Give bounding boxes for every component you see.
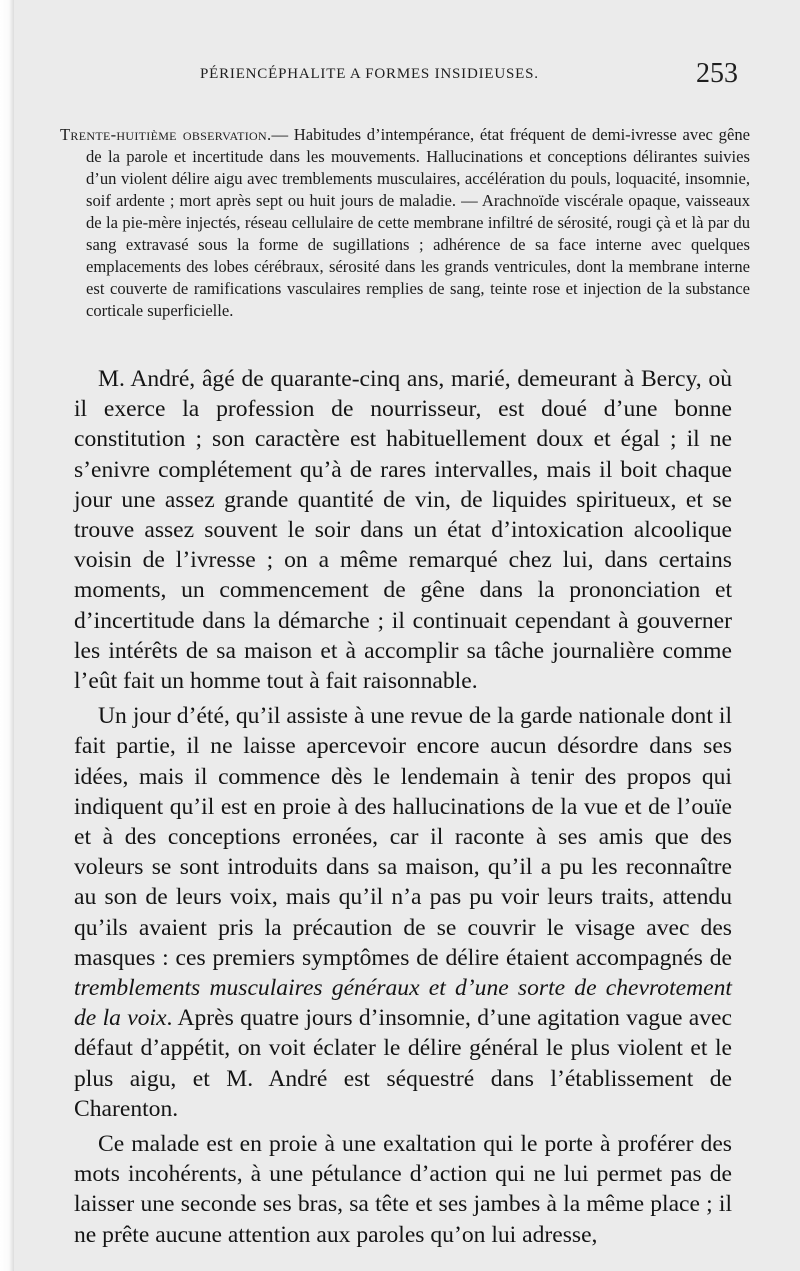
page-header	[60, 58, 750, 94]
observation-text: — Habitudes d’intempérance, état fréquent de demi-ivresse avec gêne de la parole et incertitude dans les mouvements. Hallucinations et conceptions délirantes suivies d’un violent délire aigu avec tremblements musculaires, accélération du pouls, loquacité, insomnie, soif ardente ; mort après sept ou huit jours de maladie. — Arachnoïde viscérale opaque, vaisseaux de la pie-mère injectés, réseau cellulaire de cette membrane infiltré de sérosité, rougi çà et là par du sang extravasé sous la forme de sugillations ; adhérence de sa face interne avec quelques emplacements des lobes cérébraux, sérosité dans les grands ventricules, dont la membrane interne est couverte de ramifications vasculaires remplies de sang, teinte rose et injection de la substance corticale superficielle.	[86, 125, 750, 320]
running-head: PÉRIENCÉPHALITE A FORMES INSIDIEUSES.	[200, 66, 539, 82]
paragraph-2-end: . Après quatre jours d’insomnie, d’une agitation vague avec défaut d’appétit, on voit éclater le délire général le plus violent et le plus aigu, et M. André est séquestré dans l’établissement de Charenton.	[74, 1005, 732, 1122]
paragraph-1: M. André, âgé de quarante-cinq ans, marié, demeurant à Bercy, où il exerce la profession de nourrisseur, est doué d’une bonne constitution ; son caractère est habituellement doux et égal ; il ne s’enivre complétement qu’à de rares intervalles, mais il boit chaque jour une assez grande quantité de vin, de liquides spiritueux, et se trouve assez souvent le soir dans un état d’intoxication alcoolique voisin de l’ivresse ; on a même remarqué chez lui, dans certains moments, un commencement de gêne dans la prononciation et d’incertitude dans la démarche ; il continuait cependant à gouverner les intérêts de sa maison et à accomplir sa tâche journalière comme l’eût fait un homme tout à fait raisonnable.	[74, 366, 732, 695]
page-edge	[0, 0, 14, 1271]
paragraph-3: Ce malade est en proie à une exaltation qui le porte à proférer des mots incohérents, à une pétulance d’action qui ne lui permet pas de laisser une seconde ses bras, sa tête et ses jambes à la même place ; il ne prête aucune attention aux paroles qu’on lui adresse,	[74, 1131, 732, 1248]
page-number: 253	[696, 58, 738, 89]
paragraph-2-italic: tremblements musculaires généraux et d’une sorte de chevrotement de la voix	[74, 975, 732, 1032]
observation-summary	[60, 124, 750, 322]
observation-title: Trente-huitième observation.	[60, 125, 272, 144]
paragraph-2	[74, 701, 732, 1124]
paragraph-2-start: Un jour d’été, qu’il assiste à une revue de la garde nationale dont il fait partie, il ne laisse apercevoir encore aucun désordre dans ses idées, mais il commence dès le lendemain à tenir des propos qui indiquent qu’il est en proie à des hallucinations de la vue et de l’ouïe et à des conceptions erronées, car il raconte à ses amis que des voleurs se sont introduits dans sa maison, qu’il a pu les reconnaître au son de leurs voix, mais qu’il n’a pas pu voir leurs traits, attendu qu’ils avaient pris la précaution de se couvrir le visage avec des masques : ces premiers symptômes de délire étaient accompagnés de	[74, 703, 732, 971]
body-text	[74, 364, 732, 1255]
